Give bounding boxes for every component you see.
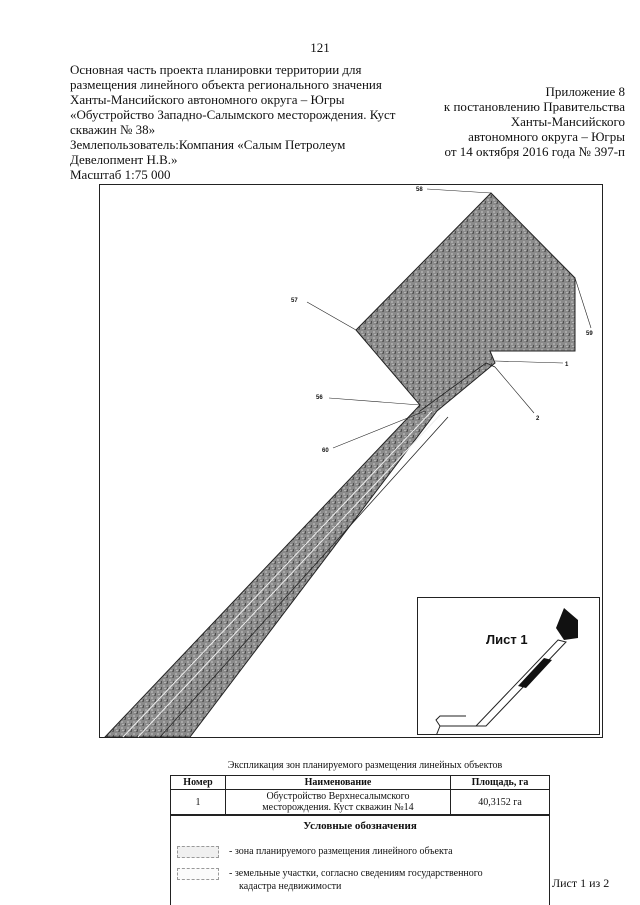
document-title (70, 62, 396, 182)
appendix-line: к постановлению Правительства (443, 99, 625, 114)
point-label-57: 57 (291, 298, 298, 304)
appendix-line: Приложение 8 (545, 84, 625, 99)
inset-strip-highlight (518, 658, 552, 688)
corridor-line (123, 411, 432, 737)
point-label-58: 58 (416, 187, 423, 193)
sheet-label: Лист 1 из 2 (552, 876, 610, 890)
title-line: размещения линейного объекта регионального значения (70, 77, 382, 92)
cell-name-line: Обустройство Верхнесалымского (266, 791, 410, 802)
legend-item (177, 868, 547, 896)
inset-map (418, 598, 599, 734)
inset-parcel (556, 608, 578, 640)
cell-name-line: месторождения. Куст скважин №14 (262, 802, 414, 813)
legend-swatch-cadastre (177, 868, 219, 880)
legend-item (177, 846, 547, 860)
header-name: Наименование (226, 776, 451, 790)
legend-swatch-zone (177, 846, 219, 858)
table-caption: Экспликация зон планируемого размещения линейных объектов (227, 760, 503, 771)
appendix-line: автономного округа – Югры (468, 129, 625, 144)
header-number: Номер (171, 776, 226, 790)
appendix-line: Ханты-Мансийского (510, 114, 625, 129)
cell-area: 40,3152 га (451, 790, 550, 815)
cell-name (226, 790, 451, 815)
corridor-line (138, 415, 440, 737)
title-line: Ханты-Мансийского автономного округа – Югры (70, 92, 345, 107)
title-line: Девелопмент Н.В.» (70, 152, 178, 167)
title-line: Основная часть проекта планировки территории для (70, 62, 362, 77)
point-label-59: 59 (586, 331, 593, 337)
inset-title: Лист 1 (486, 632, 528, 647)
point-label-1: 1 (565, 362, 569, 368)
point-label-2: 2 (536, 416, 540, 422)
page-number: 121 (310, 40, 330, 55)
leader-line (329, 398, 420, 405)
leader-line (427, 189, 491, 193)
scale-line: Масштаб 1:75 000 (70, 167, 171, 182)
table-row (171, 790, 550, 815)
legend-text: - земельные участки, согласно сведениям государственного (229, 868, 483, 879)
cell-number: 1 (171, 790, 226, 815)
leader-line (495, 367, 534, 413)
leader-line (575, 278, 591, 328)
corridor-line (160, 417, 448, 737)
appendix-header (385, 84, 625, 159)
title-line: «Обустройство Западно-Салымского месторождения. Куст (70, 107, 396, 122)
leader-line (495, 361, 563, 363)
legend-text: кадастра недвижимости (239, 881, 342, 892)
title-line: скважин № 38» (70, 122, 156, 137)
inset-outline (436, 716, 476, 726)
title-line: Землепользователь:Компания «Салым Петролеум (70, 137, 346, 152)
inset-outline (436, 726, 440, 734)
leader-line (307, 302, 356, 330)
header-area: Площадь, га (451, 776, 550, 790)
legend (170, 815, 550, 905)
point-label-60: 60 (322, 448, 329, 454)
legend-text: - зона планируемого размещения линейного объекта (229, 846, 453, 857)
sheet-index-inset (417, 597, 600, 735)
point-label-56: 56 (316, 395, 323, 401)
legend-title: Условные обозначения (303, 820, 417, 832)
appendix-line: от 14 октября 2016 года № 397-п (444, 144, 625, 159)
explication-table (170, 775, 550, 815)
